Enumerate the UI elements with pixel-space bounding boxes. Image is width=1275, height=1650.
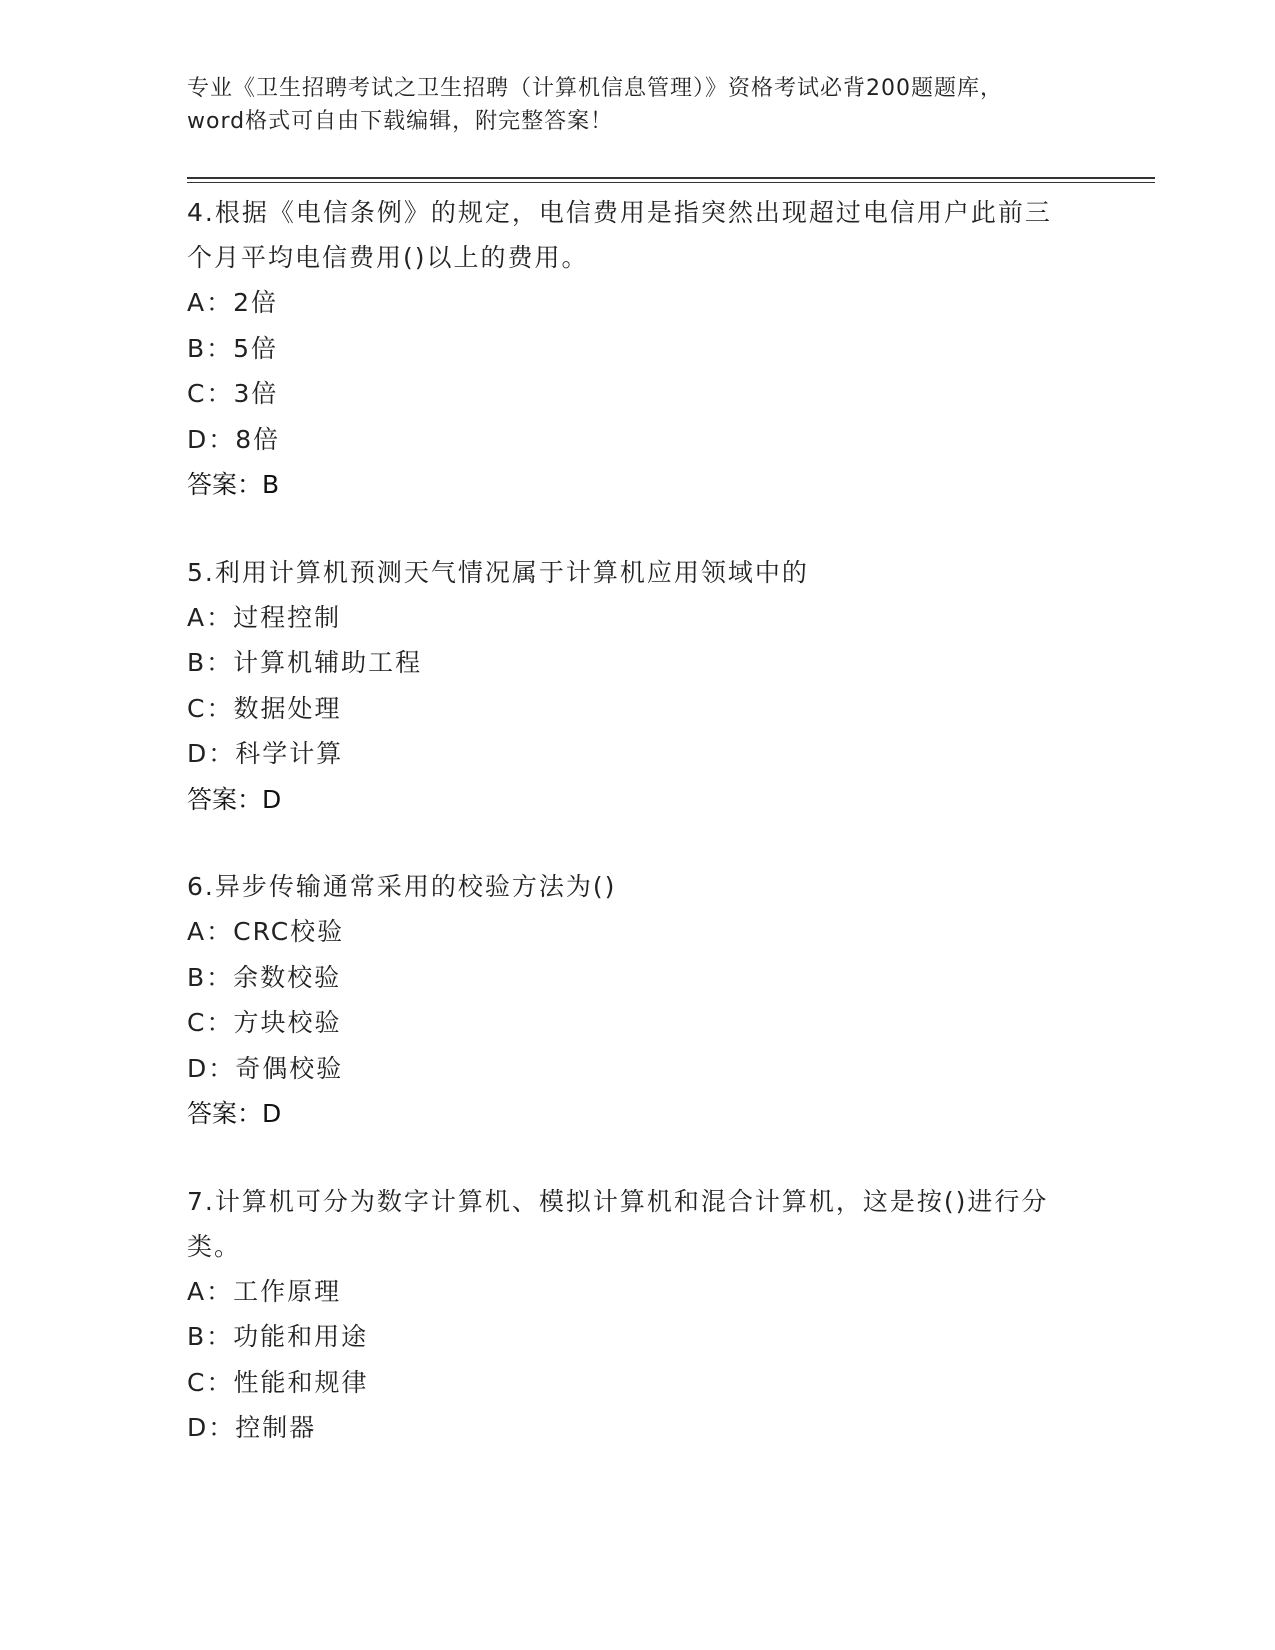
document-header	[187, 72, 1067, 138]
option-b	[187, 326, 1067, 372]
option-letter: C：	[187, 379, 234, 408]
answer-line: 答案：D	[187, 1099, 282, 1128]
question-text: 4.根据《电信条例》的规定，电信费用是指突然出现超过电信用户此前三个月平均电信费用()以上的费用。	[187, 198, 1052, 272]
option-text: 科学计算	[235, 739, 344, 768]
option-letter: A：	[187, 917, 234, 946]
option-text: 方块校验	[233, 1008, 342, 1037]
option-c	[187, 1360, 1067, 1406]
question-5	[187, 550, 1067, 823]
option-text: 余数校验	[233, 962, 342, 992]
question-text: 5.利用计算机预测天气情况属于计算机应用领域中的	[187, 557, 809, 587]
question-7	[187, 1179, 1067, 1451]
question-text: 6.异步传输通常采用的校验方法为()	[187, 872, 617, 901]
header-divider-thin	[187, 182, 1155, 183]
option-text: 5倍	[233, 333, 279, 363]
option-text: CRC校验	[233, 917, 345, 946]
header-divider-thick	[187, 177, 1155, 179]
option-letter: B：	[187, 962, 234, 992]
option-b	[187, 955, 1067, 1001]
option-text: 过程控制	[233, 602, 342, 632]
option-letter: C：	[187, 693, 234, 723]
option-letter: B：	[187, 1322, 234, 1351]
option-letter: D：	[187, 1053, 236, 1083]
answer-line: 答案：D	[187, 784, 282, 814]
option-text: 性能和规律	[233, 1367, 369, 1397]
question-6	[187, 864, 1067, 1137]
option-text: 数据处理	[233, 693, 342, 723]
option-d	[187, 1046, 1067, 1092]
option-text: 工作原理	[233, 1276, 342, 1306]
option-text: 功能和用途	[233, 1322, 369, 1351]
option-a	[187, 1269, 1067, 1315]
option-letter: A：	[187, 1276, 234, 1306]
option-letter: C：	[187, 1008, 234, 1037]
option-letter: B：	[187, 648, 234, 677]
option-a	[187, 280, 1067, 326]
option-d	[187, 417, 1067, 463]
header-line-1: 专业《卫生招聘考试之卫生招聘（计算机信息管理）》资格考试必背200题题库，	[187, 76, 1003, 101]
option-c	[187, 686, 1067, 732]
option-text: 计算机辅助工程	[233, 648, 423, 677]
option-c	[187, 1000, 1067, 1046]
answer-line: 答案：B	[187, 470, 280, 499]
option-d	[187, 1405, 1067, 1451]
option-letter: A：	[187, 602, 234, 632]
option-letter: D：	[187, 739, 236, 768]
option-letter: C：	[187, 1367, 234, 1397]
option-text: 2倍	[233, 288, 279, 317]
option-b	[187, 640, 1067, 686]
question-4	[187, 190, 1067, 508]
option-text: 3倍	[233, 379, 279, 408]
question-list	[187, 190, 1067, 1493]
option-letter: D：	[187, 424, 236, 454]
option-letter: D：	[187, 1413, 236, 1442]
option-letter: B：	[187, 333, 234, 363]
option-text: 控制器	[235, 1413, 317, 1442]
option-b	[187, 1314, 1067, 1360]
option-a	[187, 595, 1067, 641]
option-text: 8倍	[235, 424, 281, 454]
option-a	[187, 909, 1067, 955]
option-c	[187, 371, 1067, 417]
header-line-2: word格式可自由下载编辑，附完整答案！	[187, 109, 614, 134]
option-d	[187, 731, 1067, 777]
option-text: 奇偶校验	[235, 1053, 344, 1083]
option-letter: A：	[187, 288, 234, 317]
question-text: 7.计算机可分为数字计算机、模拟计算机和混合计算机，这是按()进行分类。	[187, 1186, 1049, 1261]
